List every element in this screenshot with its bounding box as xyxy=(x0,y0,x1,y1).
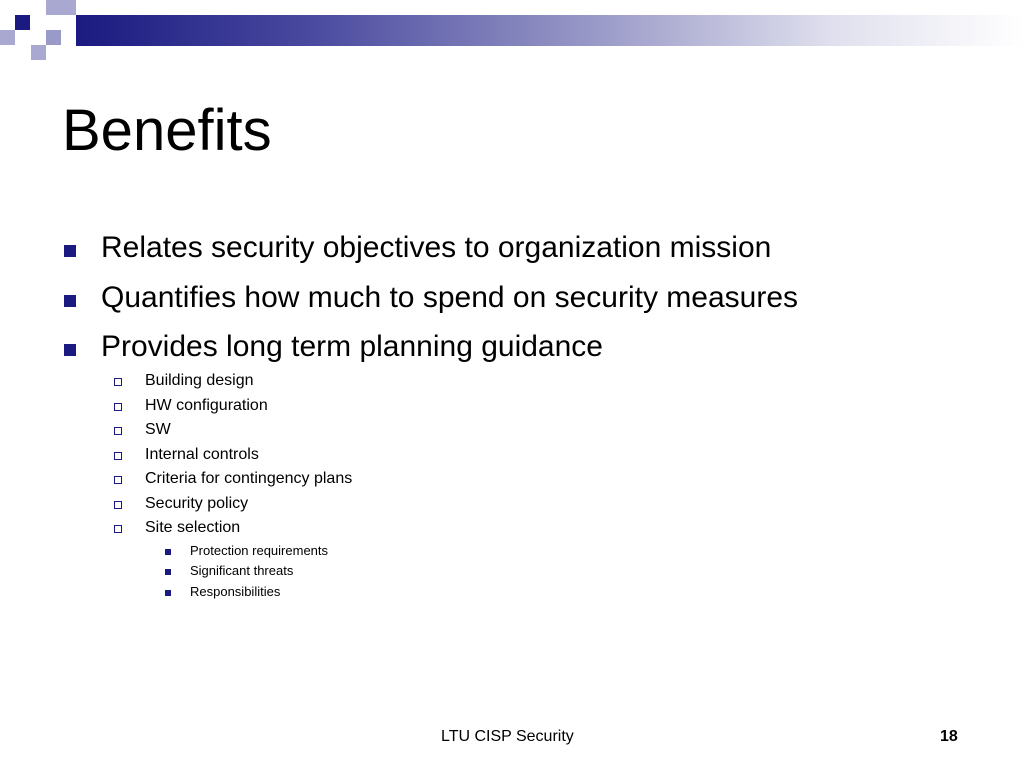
sub-list-item-text: Internal controls xyxy=(145,446,259,463)
hollow-square-bullet-icon xyxy=(114,427,122,435)
decor-square-icon xyxy=(0,30,15,45)
decor-square-icon xyxy=(46,30,61,45)
decor-square-icon xyxy=(61,0,76,15)
small-square-bullet-icon xyxy=(165,549,171,555)
hollow-square-bullet-icon xyxy=(114,403,122,411)
hollow-square-bullet-icon xyxy=(114,476,122,484)
decor-square-icon xyxy=(31,45,46,60)
footer-text: LTU CISP Security xyxy=(441,728,574,745)
hollow-square-bullet-icon xyxy=(114,501,122,509)
square-bullet-icon xyxy=(64,295,76,307)
slide-number: 18 xyxy=(940,728,958,745)
sub-sub-list-item-text: Responsibilities xyxy=(190,584,281,599)
hollow-square-bullet-icon xyxy=(114,452,122,460)
square-bullet-icon xyxy=(64,245,76,257)
decor-square-icon xyxy=(46,0,61,15)
hollow-square-bullet-icon xyxy=(114,525,122,533)
header-gradient-band xyxy=(76,15,1024,46)
sub-list-item-text: SW xyxy=(145,421,171,438)
list-item-text: Relates security objectives to organization mission xyxy=(101,231,772,264)
slide-title: Benefits xyxy=(62,98,272,163)
list-item-text: Provides long term planning guidance xyxy=(101,330,603,363)
sub-sub-list-item-text: Protection requirements xyxy=(190,543,329,558)
sub-list-item-text: Security policy xyxy=(145,495,249,512)
list-item-text: Quantifies how much to spend on security measures xyxy=(101,281,799,314)
small-square-bullet-icon xyxy=(165,569,171,575)
sub-list-item-text: Site selection xyxy=(145,519,241,536)
sub-list-item-text: Criteria for contingency plans xyxy=(145,470,353,487)
sub-list-item-text: HW configuration xyxy=(145,397,268,414)
square-bullet-icon xyxy=(64,344,76,356)
hollow-square-bullet-icon xyxy=(114,378,122,386)
decor-square-icon xyxy=(15,15,30,30)
sub-list-item-text: Building design xyxy=(145,372,254,389)
small-square-bullet-icon xyxy=(165,590,171,596)
sub-sub-list-item-text: Significant threats xyxy=(190,563,294,578)
